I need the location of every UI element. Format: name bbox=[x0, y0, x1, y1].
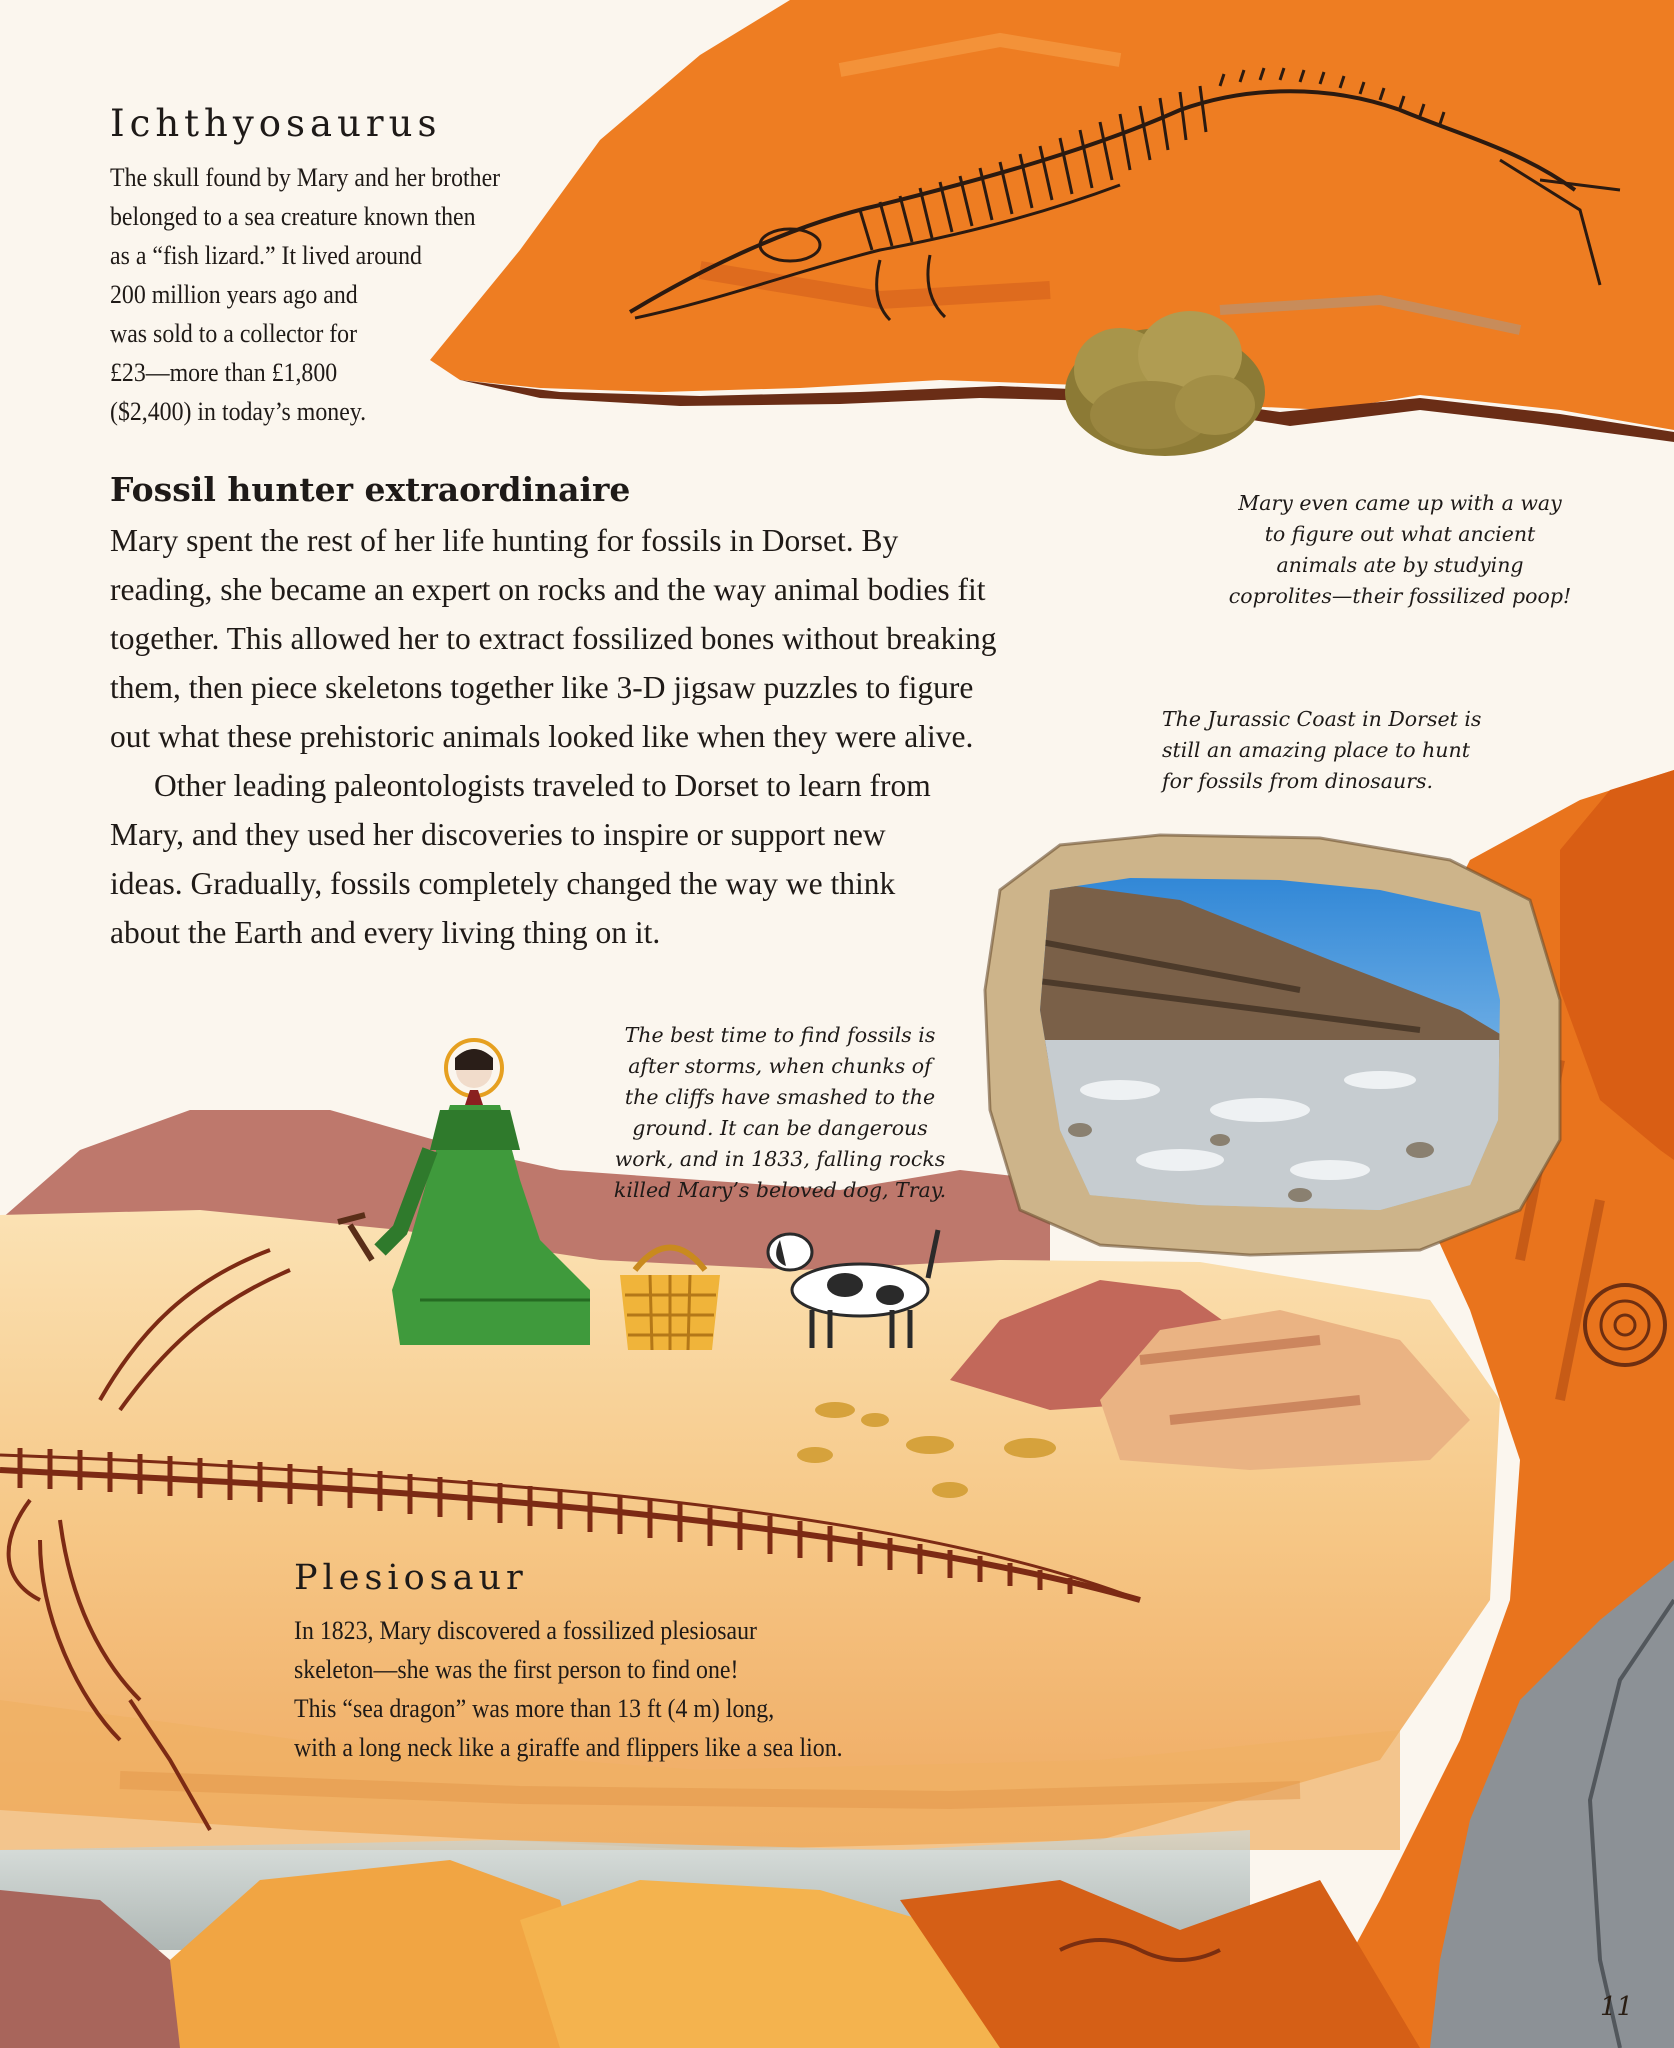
plesiosaur-title: Plesiosaur bbox=[294, 1558, 528, 1598]
body-line: Mary, and they used her discoveries to inspire or support new bbox=[110, 817, 886, 852]
ichthyosaur-fossil-rock bbox=[430, 0, 1674, 456]
section-heading: Fossil hunter extraordinaire bbox=[110, 470, 631, 509]
body-line: ideas. Gradually, fossils completely changed the way we think bbox=[110, 866, 896, 901]
ichthyosaurus-line: ($2,400) in today’s money. bbox=[110, 396, 367, 426]
main-body-text bbox=[110, 516, 1120, 957]
storms-caption bbox=[560, 1020, 1000, 1206]
ichthyosaurus-line: was sold to a collector for bbox=[110, 318, 358, 348]
caption-line: Mary even came up with a way bbox=[1238, 491, 1562, 515]
caption-line: The best time to find fossils is bbox=[624, 1023, 936, 1047]
caption-line: The Jurassic Coast in Dorset is bbox=[1162, 707, 1482, 731]
ichthyosaurus-line: £23—more than £1,800 bbox=[110, 357, 338, 387]
page-number: 11 bbox=[1600, 1992, 1634, 2022]
ichthyosaurus-line: as a “fish lizard.” It lived around bbox=[110, 240, 422, 270]
caption-line: after storms, when chunks of bbox=[628, 1054, 932, 1078]
caption-line: the cliffs have smashed to the bbox=[624, 1085, 936, 1109]
coprolite-caption bbox=[1190, 488, 1610, 612]
caption-line: coprolites—their fossilized poop! bbox=[1228, 584, 1572, 608]
caption-line: animals ate by studying bbox=[1276, 553, 1524, 577]
plesiosaur-description bbox=[294, 1611, 924, 1767]
caption-line: for fossils from dinosaurs. bbox=[1162, 769, 1434, 793]
ichthyosaurus-line: 200 million years ago and bbox=[110, 279, 358, 309]
caption-line: still an amazing place to hunt bbox=[1162, 738, 1470, 762]
plesiosaur-line: In 1823, Mary discovered a fossilized plesiosaur bbox=[294, 1615, 757, 1645]
body-line: Other leading paleontologists traveled to Dorset to learn from bbox=[154, 768, 931, 803]
caption-line: to figure out what ancient bbox=[1264, 522, 1536, 546]
caption-line: ground. It can be dangerous bbox=[632, 1116, 928, 1140]
ichthyosaurus-description bbox=[110, 158, 533, 431]
plesiosaur-line: This “sea dragon” was more than 13 ft (4 m) long, bbox=[294, 1693, 775, 1723]
caption-line: killed Mary’s beloved dog, Tray. bbox=[613, 1178, 947, 1202]
ichthyosaurus-title: Ichthyosaurus bbox=[110, 102, 442, 145]
ichthyosaurus-line: The skull found by Mary and her brother bbox=[110, 162, 501, 192]
ichthyosaurus-line: belonged to a sea creature known then bbox=[110, 201, 476, 231]
body-line: reading, she became an expert on rocks and the way animal bodies fit bbox=[110, 572, 986, 607]
body-line: out what these prehistoric animals looked like when they were alive. bbox=[110, 719, 974, 754]
body-line: them, then piece skeletons together like 3-D jigsaw puzzles to figure bbox=[110, 670, 974, 705]
caption-line: work, and in 1833, falling rocks bbox=[614, 1147, 946, 1171]
jurassic-coast-caption bbox=[1162, 704, 1562, 797]
plesiosaur-line: with a long neck like a giraffe and flippers like a sea lion. bbox=[294, 1732, 843, 1762]
plesiosaur-line: skeleton—she was the first person to find one! bbox=[294, 1654, 739, 1684]
body-line: together. This allowed her to extract fossilized bones without breaking bbox=[110, 621, 997, 656]
body-line: about the Earth and every living thing on it. bbox=[110, 915, 661, 950]
body-line: Mary spent the rest of her life hunting for fossils in Dorset. By bbox=[110, 523, 899, 558]
